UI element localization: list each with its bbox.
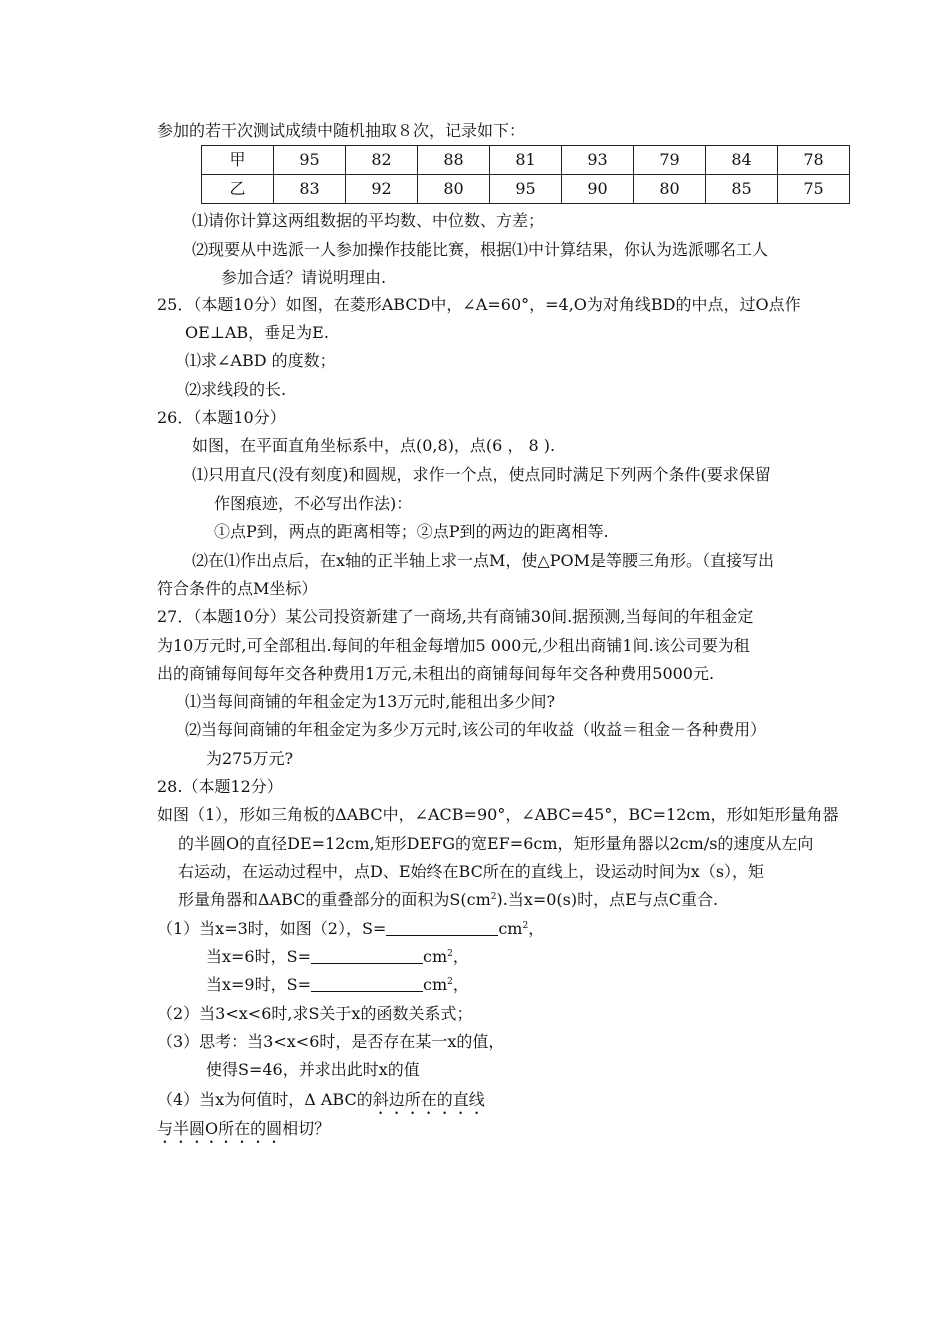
intro-text: 参加的若干次测试成绩中随机抽取８次，记录如下： (157, 121, 526, 140)
unit-text: cm (498, 919, 523, 938)
q26-conditions: ①点P到，两点的距离相等；②点P到的两边的距离相等. (214, 522, 609, 541)
table-cell: 85 (706, 175, 778, 204)
comma: ， (452, 947, 469, 966)
superscript: 2 (447, 977, 453, 987)
q28-sub1c-text: 当x=9时，S= (206, 975, 311, 994)
q27-line1: 27．（本题10分）某公司投资新建了一商场,共有商铺30间.据预测,当每间的年租金定 (157, 607, 754, 626)
q28-line4: 右运动，在运动过程中，点D、E始终在BC所在的直线上，设运动时间为x（s），矩 (178, 862, 765, 881)
q26-part2: ⑵在⑴作出点后，在x轴的正半轴上求一点M，使△POM是等腰三角形。（直接写出 (192, 551, 774, 570)
table-cell: 84 (706, 146, 778, 175)
q28-sub1-c (206, 977, 469, 993)
q28-sub1 (157, 921, 544, 937)
row-label: 乙 (202, 175, 274, 204)
q28-line1: 28.（本题12分） (157, 777, 283, 796)
q27-line3: 出的商铺每间每年交各种费用1万元,未租出的商铺每间每年交各种费用5000元. (157, 664, 715, 683)
q28-sub3: （3）思考：当3<x<6时，是否存在某一x的值， (157, 1032, 505, 1051)
table-cell: 80 (634, 175, 706, 204)
table-row (202, 146, 850, 175)
table-cell: 75 (778, 175, 850, 204)
q27-line2: 为10万元时,可全部租出.每间的年租金每增加5 000元,少租出商铺1间.该公司要为租 (157, 636, 750, 655)
q24-part2-cont: 参加合适？请说明理由. (221, 268, 387, 287)
q28-line5-text-end: ).当x=0(s)时，点E与点C重合. (496, 890, 719, 909)
q25-line1: 25．（本题10分）如图，在菱形ABCD中，∠A=60°，=4,O为对角线BD的中点，过O点作 (157, 295, 801, 314)
superscript: 2 (490, 892, 497, 902)
emphasis-text: 斜边所在的直线 (372, 1090, 485, 1109)
table-cell: 79 (634, 146, 706, 175)
q28-sub4 (157, 1090, 485, 1118)
q28-sub4-end: 相切？ (282, 1119, 331, 1138)
answer-blank[interactable] (386, 921, 498, 936)
q26-part1: ⑴只用直尺(没有刻度)和圆规，求作一个点，使点同时满足下列两个条件(要求保留 (192, 465, 771, 484)
q25-part1: ⑴求∠ABD 的度数； (185, 351, 336, 370)
unit-text: cm (422, 947, 448, 966)
superscript: 2 (447, 949, 453, 959)
q25-line2: OE⊥AB，垂足为E. (185, 323, 329, 342)
table-cell: 90 (562, 175, 634, 204)
table-cell: 88 (418, 146, 490, 175)
q24-part1: ⑴请你计算这两组数据的平均数、中位数、方差； (192, 211, 545, 230)
table-cell: 83 (274, 175, 346, 204)
q28-sub1-text: （1）当x=3时，如图（2），S= (157, 919, 387, 938)
q26-part2-cont: 符合条件的点M坐标） (157, 579, 318, 598)
table-cell: 81 (490, 146, 562, 175)
row-label: 甲 (202, 146, 274, 175)
comma: ， (528, 919, 545, 938)
q26-line1: 26．（本题10分） (157, 408, 286, 427)
table-row (202, 175, 850, 204)
q28-line3: 的半圆O的直径DE=12cm,矩形DEFG的宽EF=6cm，矩形量角器以2cm/s的速度从左向 (178, 834, 814, 853)
table-cell: 80 (418, 175, 490, 204)
q27-part2: ⑵当每间商铺的年租金定为多少万元时,该公司的年收益（收益＝租金－各种费用） (185, 720, 767, 739)
table-cell: 92 (346, 175, 418, 204)
q28-line5 (178, 892, 718, 908)
unit-text: cm (422, 975, 448, 994)
q28-line2: 如图（1），形如三角板的ΔABC中，∠ACB=90°，∠ABC=45°，BC=12cm，形如矩形量角器 (157, 805, 839, 824)
table-cell: 78 (778, 146, 850, 175)
q26-line2: 如图，在平面直角坐标系中，点(0,8)，点(6 ， 8 ). (192, 436, 556, 455)
q28-sub3-cont: 使得S=46，并求出此时x的值 (206, 1060, 420, 1079)
q28-sub1b-text: 当x=6时，S= (206, 947, 311, 966)
comma: ， (452, 975, 469, 994)
q26-part1-cont: 作图痕迹，不必写出作法)： (214, 494, 413, 513)
emphasis-text: 与半圆O所在的圆 (157, 1119, 283, 1138)
q28-line5-text: 形量角器和ΔABC的重叠部分的面积为S(cm (178, 890, 491, 909)
q28-sub4-text: （4）当x为何值时，Δ ABC的 (157, 1090, 373, 1109)
q28-sub2: （2）当3<x<6时,求S关于x的函数关系式； (157, 1004, 473, 1023)
table-cell: 95 (274, 146, 346, 175)
table-cell: 93 (562, 146, 634, 175)
q25-part2: ⑵求线段的长. (185, 380, 287, 399)
q28-sub1-b (206, 949, 469, 965)
q27-part1: ⑴当每间商铺的年租金定为13万元时,能租出多少间? (185, 692, 556, 711)
table-cell: 95 (490, 175, 562, 204)
table-cell: 82 (346, 146, 418, 175)
answer-blank[interactable] (311, 977, 423, 992)
q24-part2: ⑵现要从中选派一人参加操作技能比赛，根据⑴中计算结果，你认为选派哪名工人 (192, 240, 769, 259)
q28-sub4-cont (157, 1119, 330, 1147)
superscript: 2 (522, 921, 529, 931)
answer-blank[interactable] (311, 949, 423, 964)
q27-part2-cont: 为275万元? (206, 749, 294, 768)
score-table (201, 145, 850, 204)
